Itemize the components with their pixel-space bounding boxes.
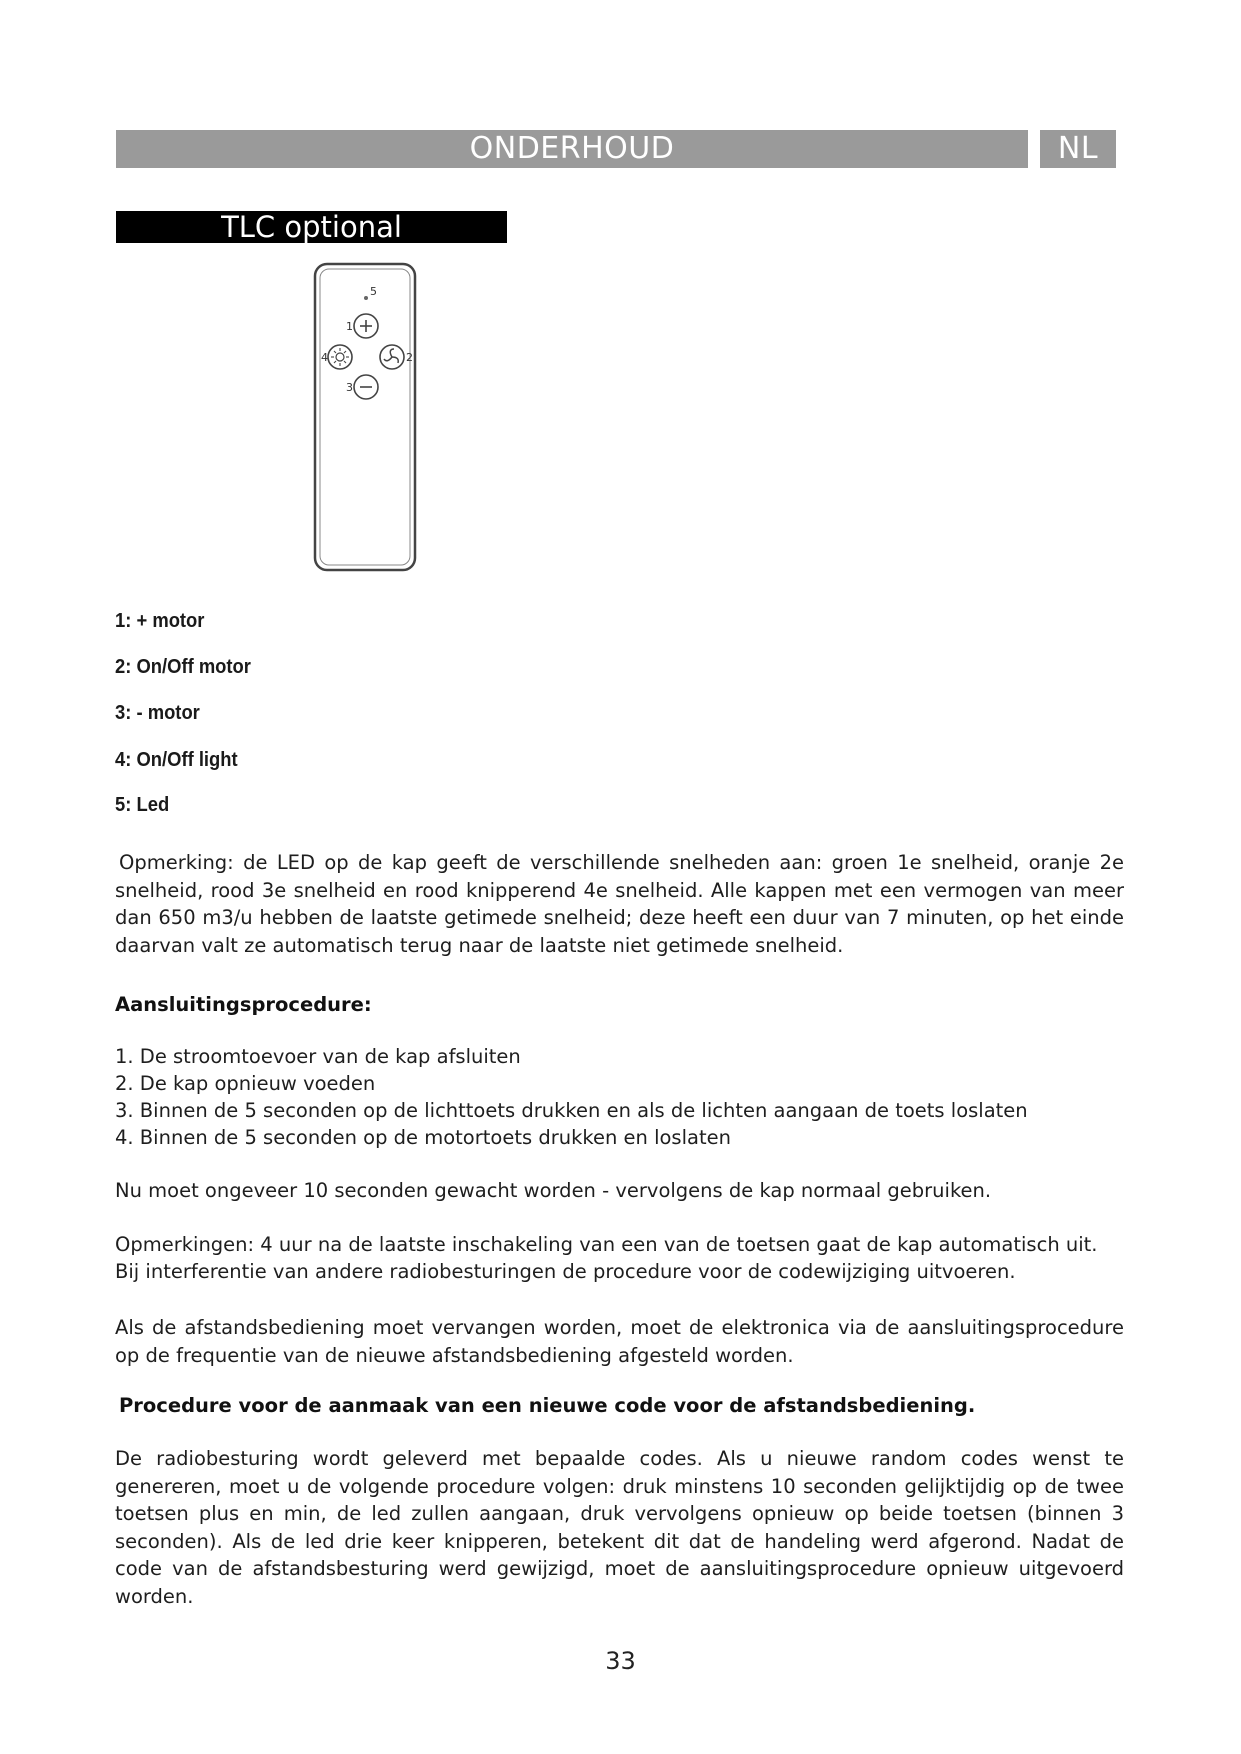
remote-label-1: 1	[346, 320, 353, 333]
led-dot-icon	[364, 296, 368, 300]
remote-label-3: 3	[346, 381, 353, 394]
page-number: 33	[605, 1647, 636, 1675]
remote-label-4: 4	[321, 351, 328, 364]
legend-item-1: 1: + motor	[115, 610, 205, 632]
wait-instruction: Nu moet ongeveer 10 seconden gewacht worden - vervolgens de kap normaal gebruiken.	[115, 1179, 992, 1202]
remarks-interference: Bij interferentie van andere radiobesturingen de procedure voor de codewijziging uitvoeren.	[115, 1260, 1016, 1283]
legend-item-4: 4: On/Off light	[115, 749, 238, 771]
remote-label-5: 5	[370, 285, 377, 298]
remote-control-illustration	[310, 260, 420, 575]
new-code-heading: Procedure voor de aanmaak van een nieuwe code voor de afstandsbediening.	[119, 1394, 976, 1417]
section-header-title: ONDERHOUD	[116, 130, 1028, 168]
legend-item-2: 2: On/Off motor	[115, 656, 251, 678]
legend-item-3: 3: - motor	[115, 702, 200, 724]
step-4: 4. Binnen de 5 seconden op de motortoets drukken en loslaten	[115, 1126, 731, 1149]
remote-label-2: 2	[406, 351, 413, 364]
connection-procedure-heading: Aansluitingsprocedure:	[115, 993, 372, 1016]
replace-remote-text: Als de afstandsbediening moet vervangen worden, moet de elektronica via de aansluitingsprocedure op de frequentie van de nieuwe afstandsbediening afgesteld worden.	[115, 1316, 1124, 1367]
remarks-auto-off: Opmerkingen: 4 uur na de laatste inschakeling van een van de toetsen gaat de kap automatisch uit.	[115, 1233, 1098, 1256]
step-1: 1. De stroomtoevoer van de kap afsluiten	[115, 1045, 521, 1068]
led-speed-note: Opmerking: de LED op de kap geeft de verschillende snelheden aan: groen 1e snelheid, oranje 2e snelheid, rood 3e snelheid en rood knipperend 4e snelheid. Alle kappen met een vermogen van meer dan 650 m3/u hebben de laatste getimede snelheid; deze heeft een duur van 7 minuten, op het einde daarvan valt ze automatisch terug naar de laatste niet getimede snelheid.	[115, 851, 1124, 957]
section-title-tlc: TLC optional	[116, 211, 507, 243]
language-tag: NL	[1040, 130, 1116, 168]
legend-item-5: 5: Led	[115, 794, 170, 816]
step-2: 2. De kap opnieuw voeden	[115, 1072, 376, 1095]
step-3: 3. Binnen de 5 seconden op de lichttoets drukken en als de lichten aangaan de toets loslaten	[115, 1099, 1028, 1122]
new-code-text: De radiobesturing wordt geleverd met bepaalde codes. Als u nieuwe random codes wenst te genereren, moet u de volgende procedure volgen: druk minstens 10 seconden gelijktijdig op de twee toetsen plus en min, de led zullen aangaan, druk vervolgens opnieuw op beide toetsen (binnen 3 seconden). Als de led drie keer knipperen, betekent dit dat de handeling werd afgerond. Nadat de code van de afstandsbesturing werd gewijzigd, moet de aansluitingsprocedure opnieuw uitgevoerd worden.	[115, 1447, 1124, 1608]
